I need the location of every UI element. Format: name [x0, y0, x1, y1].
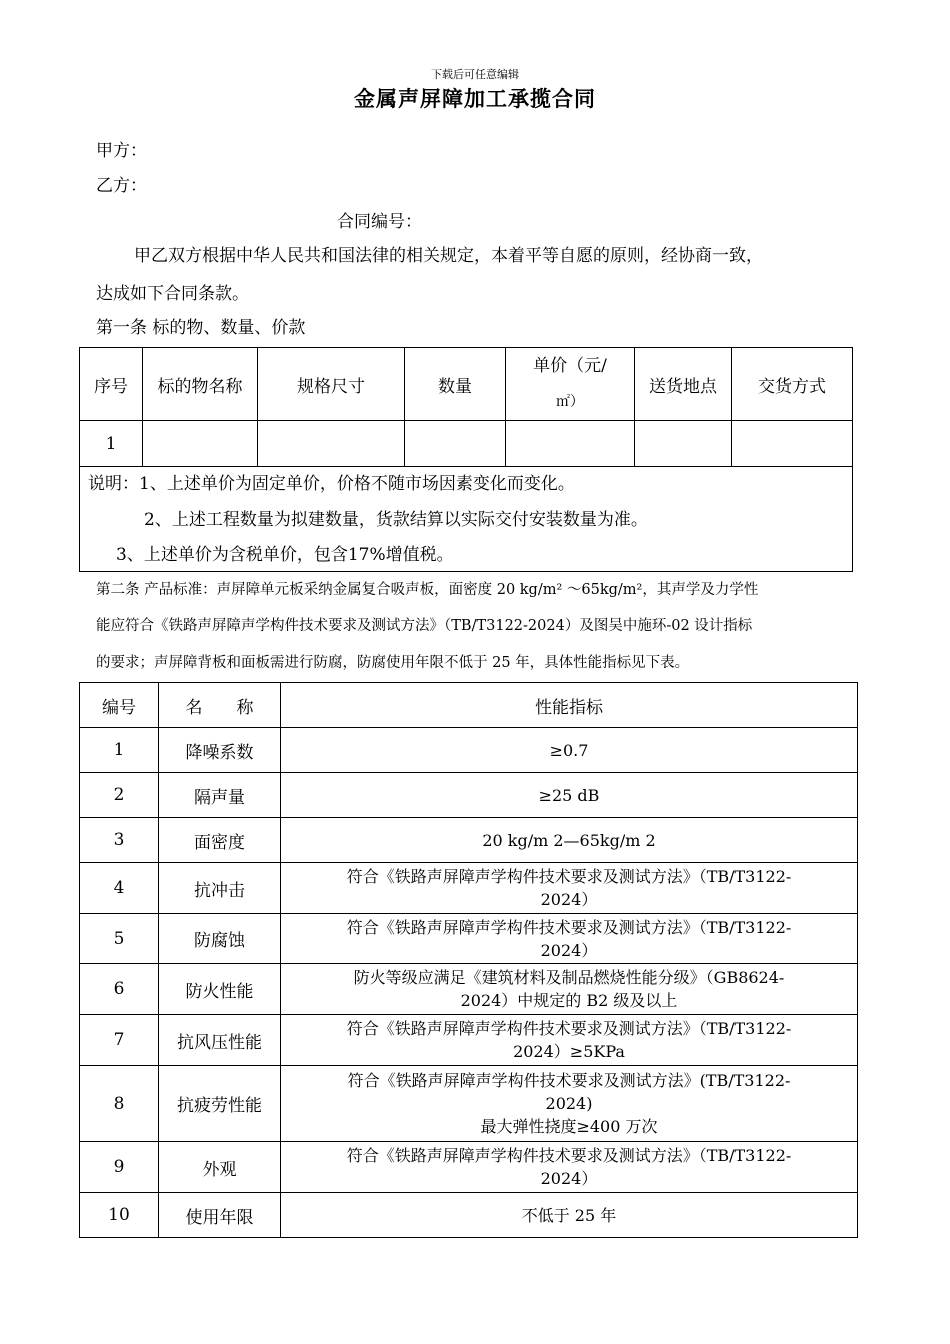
header-cell: 数量 — [405, 348, 506, 421]
spec-line: 符合《铁路声屏障声学构件技术要求及测试方法》（TB/T3122- — [346, 917, 792, 937]
row-spec — [281, 818, 858, 863]
spec-line: 最大弹性挠度≥400 万次 — [480, 1117, 658, 1136]
row-spec — [281, 773, 858, 818]
table-row — [80, 914, 858, 964]
row-number: 4 — [80, 863, 159, 914]
article2-line-2: 能应符合《铁路声屏障声学构件技术要求及测试方法》（TB/T3122-2024）及图吴中施环-02 设计指标 — [96, 618, 753, 634]
row-name: 隔声量 — [159, 773, 281, 818]
row-number: 8 — [80, 1066, 159, 1142]
spec-line: 防火等级应满足《建筑材料及制品燃烧性能分级》（GB8624- — [353, 968, 785, 987]
spec-line: 20 kg/m 2—65kg/m 2 — [482, 830, 656, 850]
header-cell: 性能指标 — [281, 683, 858, 728]
header-cell: 规格尺寸 — [258, 348, 405, 421]
note-1: 说明：1、上述单价为固定单价，价格不随市场因素变化而变化。 — [88, 474, 575, 494]
row-name: 防火性能 — [159, 964, 281, 1015]
table-cell: 1 — [80, 421, 143, 467]
goods-price-table — [79, 347, 853, 467]
row-number: 2 — [80, 773, 159, 818]
header-cell: 名 称 — [159, 683, 281, 728]
note-3: 3、上述单价为含税单价，包含17%增值税。 — [116, 545, 454, 565]
header-cell: 交货方式 — [732, 348, 853, 421]
header-cell-unit-price — [506, 348, 635, 421]
header-cell: 送货地点 — [635, 348, 732, 421]
header-cell: 标的物名称 — [143, 348, 258, 421]
spec-line: ≥25 dB — [538, 785, 600, 805]
row-number: 7 — [80, 1015, 159, 1066]
spec-line: 2024） — [540, 1169, 598, 1188]
table-cell — [732, 421, 853, 467]
row-number: 9 — [80, 1142, 159, 1193]
table-header-row — [80, 348, 853, 421]
row-name: 使用年限 — [159, 1193, 281, 1238]
row-spec — [281, 964, 858, 1015]
party-b-label: 乙方： — [96, 176, 147, 196]
party-a-label: 甲方： — [96, 141, 147, 161]
table-row — [80, 1015, 858, 1066]
row-spec — [281, 863, 858, 914]
note-2: 2、上述工程数量为拟建数量，货款结算以实际交付安装数量为准。 — [144, 510, 648, 530]
row-name: 抗冲击 — [159, 863, 281, 914]
table-cell — [143, 421, 258, 467]
row-number: 3 — [80, 818, 159, 863]
table-row — [80, 773, 858, 818]
intro-line-2: 达成如下合同条款。 — [96, 284, 249, 304]
spec-line: 符合《铁路声屏障声学构件技术要求及测试方法》（TB/T3122- — [346, 1146, 792, 1165]
spec-line: 符合《铁路声屏障声学构件技术要求及测试方法》（TB/T3122- — [346, 867, 792, 886]
spec-line: 2024）中规定的 B2 级及以上 — [460, 991, 678, 1010]
row-name: 面密度 — [159, 818, 281, 863]
table-cell — [506, 421, 635, 467]
row-name: 外观 — [159, 1142, 281, 1193]
header-cell: 序号 — [80, 348, 143, 421]
header-cell: 编号 — [80, 683, 159, 728]
row-spec — [281, 1066, 858, 1142]
row-name: 防腐蚀 — [159, 914, 281, 964]
spec-line: 2024）≥5KPa — [513, 1042, 625, 1061]
row-name: 抗疲劳性能 — [159, 1066, 281, 1142]
table-row — [80, 863, 858, 914]
row-spec — [281, 1015, 858, 1066]
row-name: 降噪系数 — [159, 728, 281, 773]
row-number: 5 — [80, 914, 159, 964]
unit-price-line-1: 单价（元/ — [533, 356, 607, 376]
row-spec — [281, 1142, 858, 1193]
row-number: 6 — [80, 964, 159, 1015]
intro-line-1: 甲乙双方根据中华人民共和国法律的相关规定，本着平等自愿的原则，经协商一致， — [134, 246, 763, 266]
table-cell — [405, 421, 506, 467]
table-row — [80, 1193, 858, 1238]
performance-table — [79, 682, 858, 1238]
row-number: 1 — [80, 728, 159, 773]
table-row — [80, 421, 853, 467]
article2-line-3: 的要求；声屏障背板和面板需进行防腐，防腐使用年限不低于 25 年，具体性能指标见下表。 — [96, 655, 690, 671]
row-spec — [281, 914, 858, 964]
table-cell — [258, 421, 405, 467]
spec-line: 2024） — [540, 940, 598, 960]
table-row — [80, 728, 858, 773]
row-name: 抗风压性能 — [159, 1015, 281, 1066]
contract-number-label: 合同编号： — [337, 212, 422, 232]
document-title: 金属声屏障加工承揽合同 — [354, 86, 596, 111]
spec-line: 符合《铁路声屏障声学构件技术要求及测试方法》(TB/T3122- — [347, 1071, 791, 1090]
spec-line: 2024) — [545, 1094, 593, 1113]
row-spec — [281, 1193, 858, 1238]
spec-line: 2024） — [540, 890, 598, 909]
spec-line: 符合《铁路声屏障声学构件技术要求及测试方法》（TB/T3122- — [346, 1019, 792, 1038]
table-row — [80, 964, 858, 1015]
watermark-text: 下载后可任意编辑 — [431, 68, 519, 81]
unit-price-line-2: ㎡） — [556, 394, 584, 410]
spec-line: 不低于 25 年 — [521, 1205, 617, 1225]
table-row — [80, 818, 858, 863]
row-spec — [281, 728, 858, 773]
table-header-row — [80, 683, 858, 728]
spec-line: ≥0.7 — [549, 740, 589, 760]
article2-line-1: 第二条 产品标准：声屏障单元板采纳金属复合吸声板，面密度 20 kg/m² ～65kg/m²，其声学及力学性 — [96, 582, 759, 598]
table-row — [80, 1142, 858, 1193]
article1-heading: 第一条 标的物、数量、价款 — [96, 318, 306, 338]
table-cell — [635, 421, 732, 467]
row-number: 10 — [80, 1193, 159, 1238]
table-row — [80, 1066, 858, 1142]
